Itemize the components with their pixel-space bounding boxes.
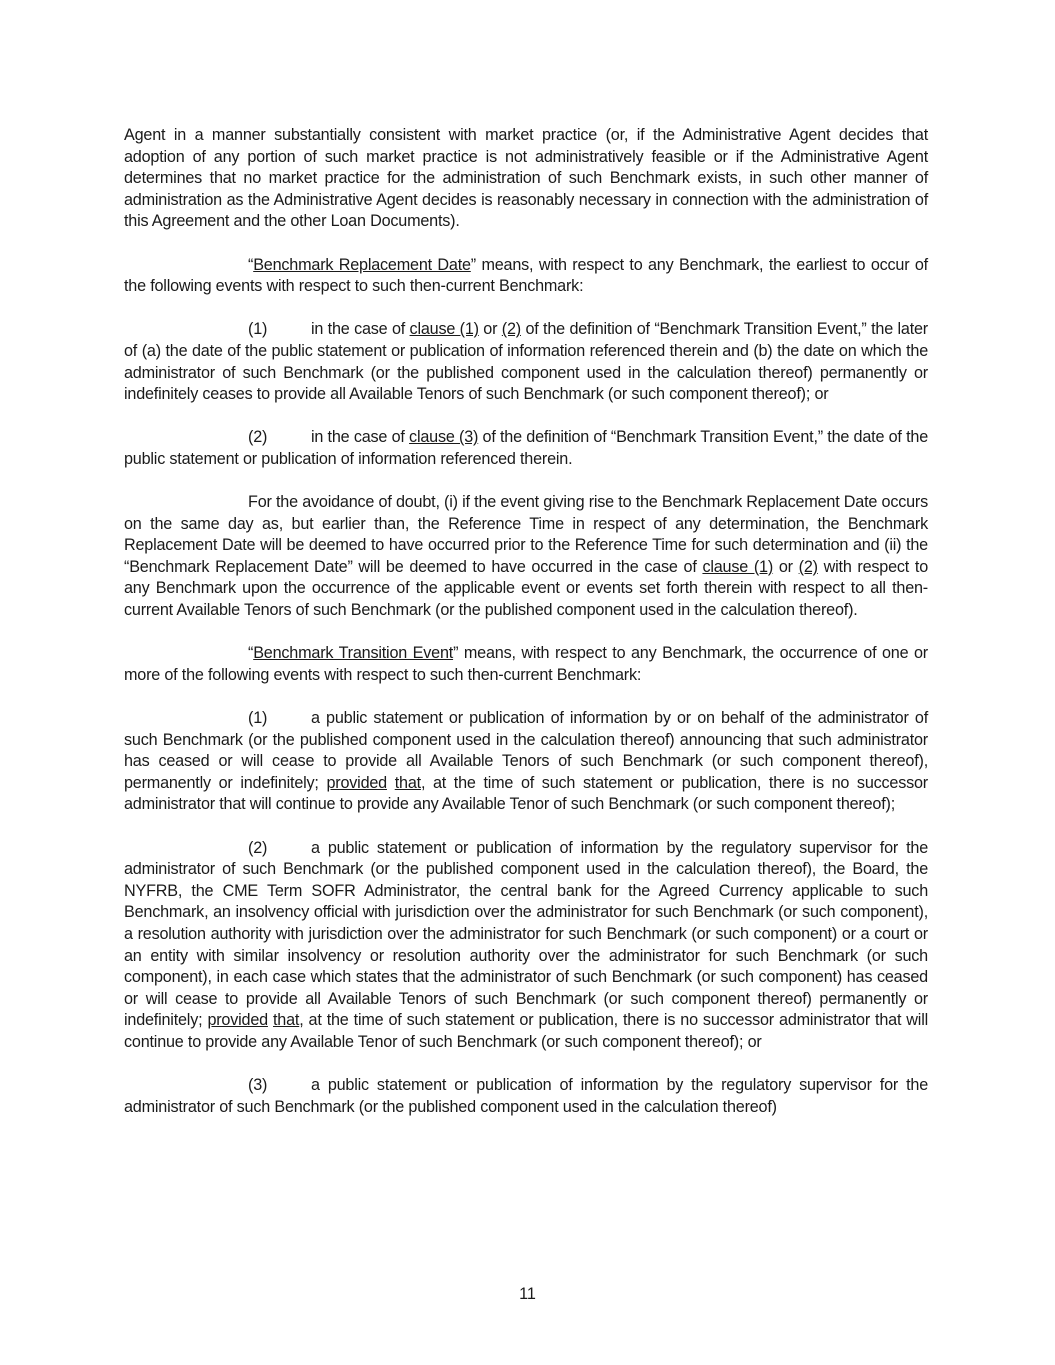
clause-item: (2) a public statement or publication of information by the regulatory supervisor for the administrator of such Benchmark (or the published component used in the calculation thereof), the Board, the NYFRB, the CME Term SOFR Administrator, the central bank for the Agreed Currency applicable to such Benchmark, an insolvency official with jurisdiction over the administrator for such Benchmark (or such component), a resolution authority with jurisdiction over the administrator for such Benchmark (or such component) or a court or an entity with similar insolvency or resolution authority over the administrator for such Benchmark (or such component), in each case which states that the administrator of such Benchmark (or such component) has ceased or will cease to provide all Available Tenors of such Benchmark (or such component thereof) permanently or indefinitely; provided that, at the time of such statement or publication, there is no successor administrator that will continue to provide any Available Tenor of such Benchmark (or such component thereof); or (124, 838, 928, 1051)
clause-number: (2) (248, 838, 268, 857)
clause-reference: (2) (798, 557, 818, 576)
clause-reference: clause (1) (702, 557, 774, 576)
clause-number: (3) (248, 1076, 268, 1095)
clause-number: (2) (248, 428, 268, 447)
clause-item: (3) a public statement or publication of information by the regulatory supervisor for the administrator of such Benchmark (or the published component used in the calculation thereof) (124, 1076, 928, 1116)
paragraph-avoidance-of-doubt: For the avoidance of doubt, (i) if the event giving rise to the Benchmark Replacement Date occurs on the same day as, but earlier than, the Reference Time in respect of any determination, the Benchmark Replacement Date will be deemed to have occurred prior to the Reference Time for such determination and (ii) the “Benchmark Replacement Date” will be deemed to have occurred in the case of clause (1) or (2) with respect to any Benchmark upon the occurrence of the applicable event or events set forth therein with respect to all then-current Available Tenors of such Benchmark (or the published component used in the calculation thereof). (124, 493, 929, 620)
proviso-term: that (273, 1011, 300, 1030)
clause-reference: clause (3) (409, 428, 479, 447)
page-body (124, 125, 928, 1140)
definition-benchmark-replacement-date: “Benchmark Replacement Date” means, with respect to any Benchmark, the earliest to occur of the following events with respect to such then-current Benchmark: (124, 255, 928, 296)
clause-item: (1) a public statement or publication of information by or on behalf of the administrator of such Benchmark (or the published component used in the calculation thereof) announcing that such administrator has ceased or will cease to provide all Available Tenors of such Benchmark (or such component thereof), permanently or indefinitely; provided that, at the time of such statement or publication, there is no successor administrator that will continue to provide any Available Tenor of such Benchmark (or such component thereof); (124, 709, 928, 814)
proviso-term: that (394, 773, 421, 792)
proviso-term: provided (207, 1011, 268, 1030)
page-number: 11 (519, 1285, 536, 1303)
clause-reference: clause (1) (409, 320, 479, 339)
definition-benchmark-transition-event: “Benchmark Transition Event” means, with respect to any Benchmark, the occurrence of one or more of the following events with respect to such then-current Benchmark: (124, 644, 928, 684)
clause-number: (1) (248, 709, 268, 728)
clause-number: (1) (248, 320, 268, 339)
clause-item: (1) in the case of clause (1) or (2) of the definition of “Benchmark Transition Event,” the later of (a) the date of the public statement or publication of information referenced therein and (b) the date on which the administrator of such Benchmark (or the published component used in the calculation thereof) permanently or indefinitely ceases to provide all Available Tenors of such Benchmark (or such component thereof); or (124, 320, 928, 404)
clause-reference: (2) (501, 320, 521, 339)
clause-item: (2) in the case of clause (3) of the definition of “Benchmark Transition Event,” the date of the public statement or publication of information referenced therein. (124, 428, 928, 468)
defined-term: Benchmark Transition Event (253, 644, 454, 663)
defined-term: Benchmark Replacement Date (253, 255, 471, 274)
proviso-term: provided (326, 773, 387, 792)
paragraph-continuation: Agent in a manner substantially consistent with market practice (or, if the Administrative Agent decides that adoption of any portion of such market practice is not administratively feasible or if the Administrative Agent determines that no market practice for the administration of such Benchmark exists, in such other manner of administration as the Administrative Agent decides is reasonably necessary in connection with the administration of this Agreement and the other Loan Documents). (124, 126, 928, 231)
